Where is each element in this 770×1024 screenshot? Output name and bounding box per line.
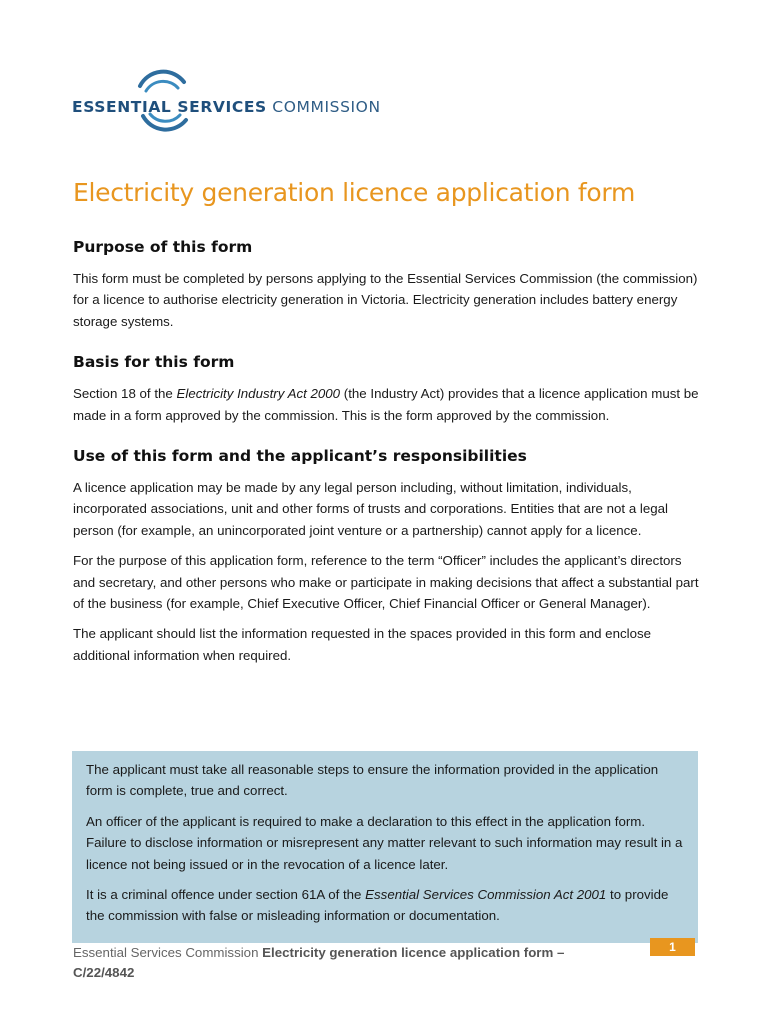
callout-paragraph-3: [86, 884, 684, 927]
use-paragraph-2: For the purpose of this application form, reference to the term “Officer” includes the applicant’s directors and secretary, and other persons who make or participate in making decisions that affect a substantial part of the business (for example, Chief Executive Officer, Chief Financial Officer or General Manager).: [73, 553, 699, 612]
industry-act-title: Electricity Industry Act 2000: [176, 386, 341, 402]
page-number: 1: [650, 938, 695, 956]
footer-doc-title: Electricity generation licence application form – C/22/4842: [73, 945, 565, 980]
purpose-heading: Purpose of this form: [73, 238, 253, 256]
use-paragraph-3: The applicant should list the information requested in the spaces provided in this form and enclose additional information when required.: [73, 626, 652, 663]
basis-text-2: (the Industry Act) provides that a licence application must be made in a form approved by the commission. This is the form approved by the commission.: [73, 386, 699, 423]
responsibility-callout: [72, 751, 698, 943]
callout-paragraph-2: An officer of the applicant is required to make a declaration to this effect in the application form. Failure to disclose information or misrepresent any matter relevant to such information may result in a licence not being issued or in the revocation of a licence later.: [86, 813, 683, 872]
document-body: [73, 238, 699, 675]
page-footer: [73, 943, 613, 983]
logo-name-light: COMMISSION: [272, 98, 381, 116]
basis-heading: Basis for this form: [73, 353, 235, 372]
logo-name-bold: ESSENTIAL SERVICES: [72, 98, 267, 116]
esc-act-title: Essential Services Commission Act 2001: [365, 887, 607, 903]
page-title: Electricity generation licence application form: [73, 178, 636, 207]
basis-text-1: Section 18 of the: [73, 386, 177, 402]
use-heading: Use of this form and the applicant’s responsibilities: [73, 447, 527, 466]
callout-text-1: It is a criminal offence under section 61A of the: [86, 887, 366, 903]
purpose-body: This form must be completed by persons applying to the Essential Services Commission (the commission) for a licence to authorise electricity generation in Victoria. Electricity generation includes battery energy storage systems.: [73, 271, 698, 329]
logo-wordmark: [72, 98, 381, 116]
logo: [72, 64, 381, 142]
callout-text-2: to provide the commission with false or misleading information or documentation.: [86, 887, 669, 924]
callout-paragraph-1: The applicant must take all reasonable steps to ensure the information provided in the application form is complete, true and correct.: [86, 762, 659, 799]
footer-org: Essential Services Commission: [73, 945, 263, 960]
basis-body: [73, 383, 699, 426]
use-paragraph-1: A licence application may be made by any legal person including, without limitation, individuals, incorporated associations, unit and other forms of trusts and corporations. Entities that are not a legal person (for example, an unincorporated joint venture or a partnership) cannot apply for a licence.: [73, 480, 668, 538]
